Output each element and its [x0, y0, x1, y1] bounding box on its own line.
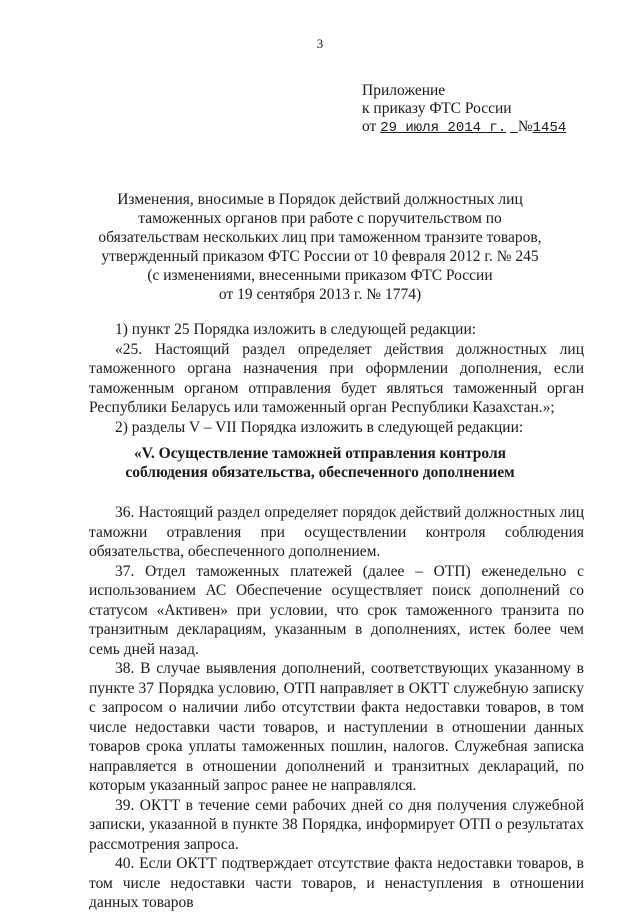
- appendix-block: [362, 82, 566, 137]
- title-line: обязательствам нескольких лиц при таможенном транзите товаров,: [98, 229, 542, 246]
- section-body: [89, 503, 584, 913]
- section-heading: [60, 444, 580, 482]
- paragraph: 2) разделы V – VII Порядка изложить в следующей редакции:: [115, 418, 524, 436]
- title-line: (с изменениями, внесенными приказом ФТС России: [147, 267, 493, 284]
- paragraph: «25. Настоящий раздел определяет действия должностных лиц таможенного органа назначения при оформлении дополнения, если таможенным органом отправления будет являться таможенный орган Республики Беларусь или таможенный орган Республики Казахстан.»;: [89, 340, 584, 416]
- paragraph: 1) пункт 25 Порядка изложить в следующей редакции:: [115, 321, 477, 338]
- page-number: 3: [316, 36, 324, 51]
- section-heading-line: соблюдения обязательства, обеспеченного дополнением: [125, 464, 515, 481]
- title-line: утвержденный приказом ФТС России от 10 февраля 2012 г. № 245: [101, 248, 539, 265]
- title-line: таможенных органов при работе с поручительством по: [138, 210, 502, 227]
- section-heading-line: «V. Осуществление таможней отправления контроля: [133, 445, 507, 462]
- appendix-date-prefix: от: [362, 118, 377, 135]
- appendix-label: Приложение: [362, 82, 446, 99]
- paragraph: 36. Настоящий раздел определяет порядок действий должностных лиц таможни отравления при осуществлении контроля соблюдения обязательства, обеспеченного дополнением.: [89, 504, 584, 560]
- paragraph: 40. Если ОКТТ подтверждает отсутствие факта недоставки товаров, в том числе недоставки части товаров, и ненаступления в отношении данных товаров: [89, 855, 584, 911]
- appendix-date-line: [362, 118, 566, 137]
- appendix-order-ref: к приказу ФТС России: [362, 100, 512, 117]
- paragraph: 39. ОКТТ в течение семи рабочих дней со дня получения служебной записки, указанной в пункте 38 Порядка, информирует ОТП о результатах рассмотрения запроса.: [89, 796, 584, 853]
- paragraph: 38. В случае выявления дополнений, соответствующих указанному в пункте 37 Порядка условию, ОТП направляет в ОКТТ служебную записку с запросом о наличии либо отсутствии факта недоставки товаров, в том числе недоставки части товаров, и наступлении в отношении данных товаров срока уплаты таможенных пошлин, налогов. Служебная записка направляется в отношении дополнений и транзитных деклараций, по которым указанный запрос ранее не направлялся.: [89, 660, 584, 794]
- document-title: [60, 190, 580, 304]
- title-line: Изменения, вносимые в Порядок действий должностных лиц: [117, 191, 523, 208]
- title-line: от 19 сентября 2013 г. № 1774): [218, 286, 422, 303]
- intro-section: [89, 320, 584, 437]
- appendix-number: 1454: [532, 120, 567, 136]
- appendix-date: 29 июля 2014 г.: [380, 120, 507, 136]
- paragraph: 37. Отдел таможенных платежей (далее – ОТП) еженедельно с использованием АС Обеспечение осуществляет поиск дополнений со статусом «Активен» при условии, что срок таможенного транзита по транзитным декларациям, указанным в дополнениях, истек более чем семь дней назад.: [89, 562, 584, 658]
- appendix-number-prefix: №: [517, 118, 533, 135]
